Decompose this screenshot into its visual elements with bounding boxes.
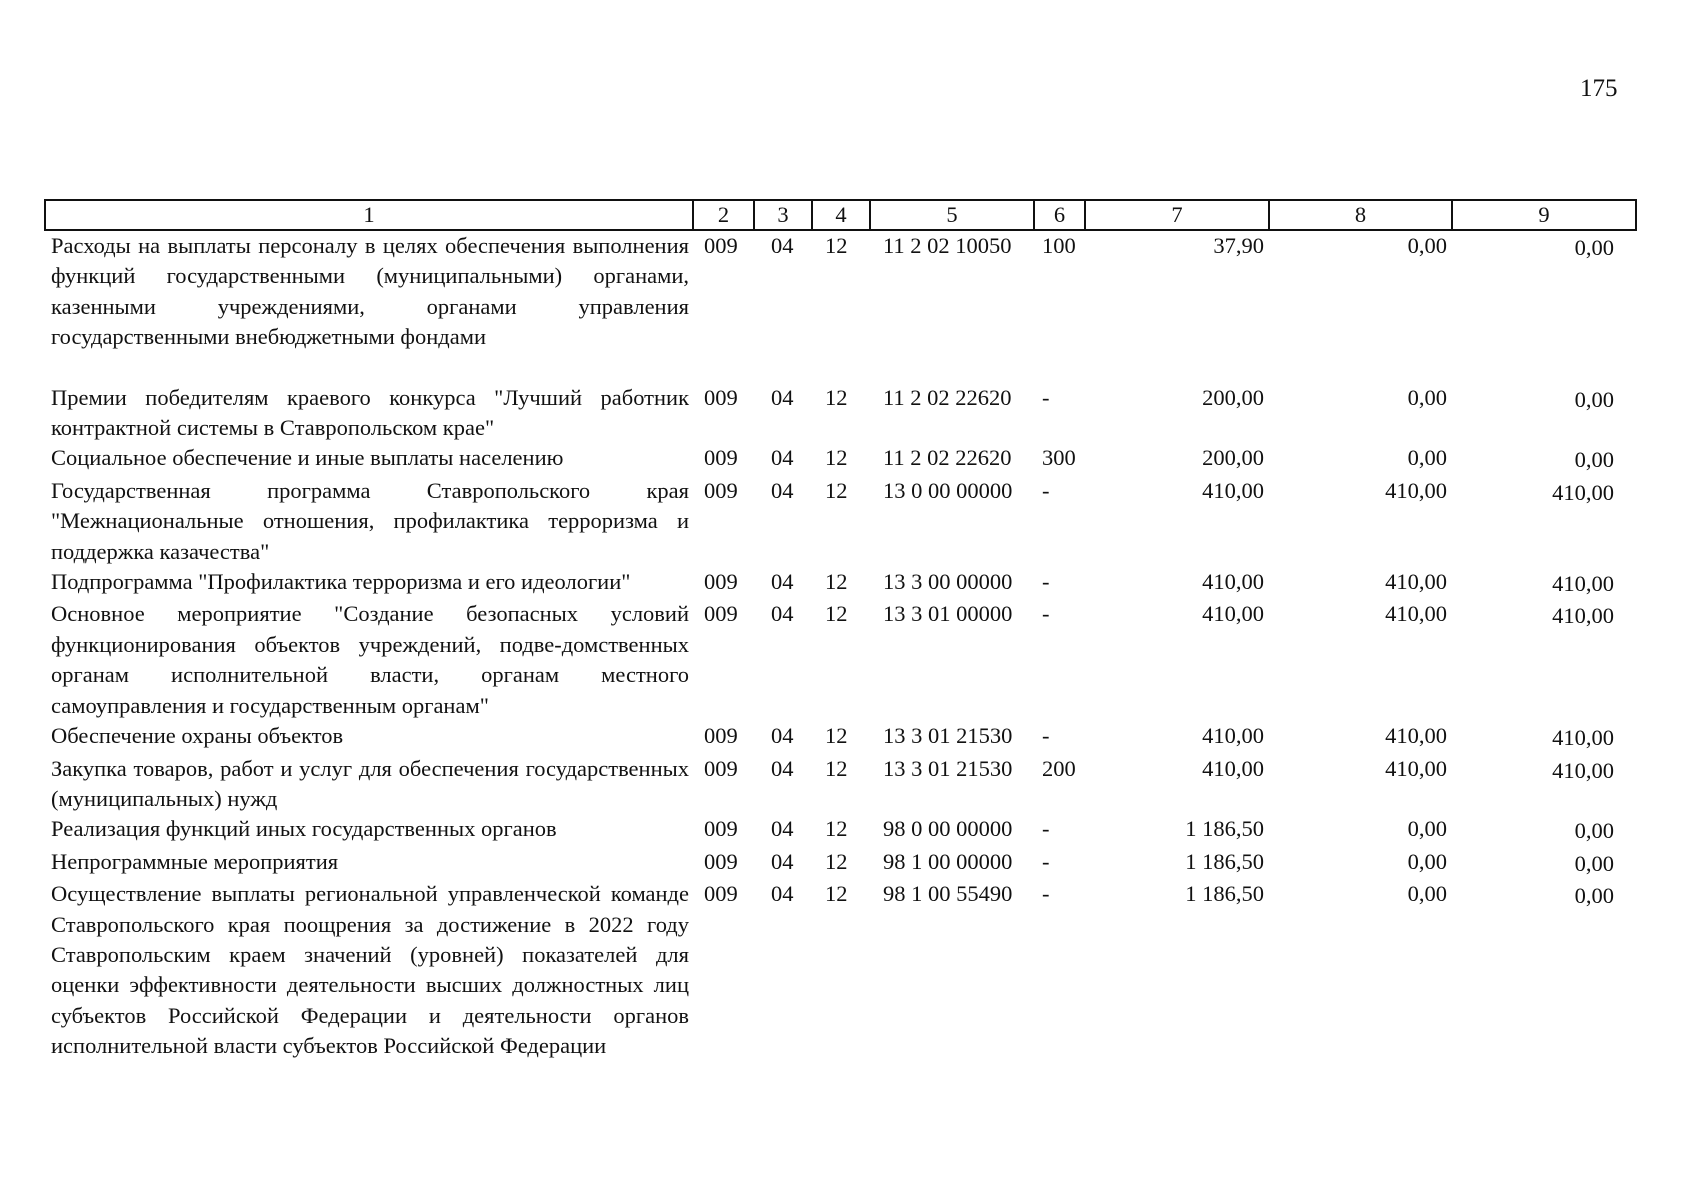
header-col-7: 7 xyxy=(1085,200,1269,230)
page-number: 175 xyxy=(1580,75,1618,102)
row-expense-type: - xyxy=(1042,477,1050,503)
row-subsection-code: 12 xyxy=(825,848,848,874)
row-target-article: 13 0 00 00000 xyxy=(883,477,1013,503)
header-col-8: 8 xyxy=(1269,200,1452,230)
row-target-article: 98 0 00 00000 xyxy=(883,816,1013,842)
header-col-9: 9 xyxy=(1452,200,1636,230)
row-amount-col8: 0,00 xyxy=(1407,816,1447,842)
table-row xyxy=(45,879,1636,1061)
row-target-article: 98 1 00 55490 xyxy=(883,881,1013,907)
row-amount-col9: 0,00 xyxy=(1574,235,1614,260)
row-amount-col7: 410,00 xyxy=(1202,477,1264,503)
row-subsection-code: 12 xyxy=(825,477,848,503)
row-amount-col8: 0,00 xyxy=(1407,881,1447,907)
row-subsection-code: 12 xyxy=(825,723,848,749)
row-amount-col7: 1 186,50 xyxy=(1185,848,1264,874)
row-expense-type: 200 xyxy=(1042,755,1076,781)
row-subsection-code: 12 xyxy=(825,755,848,781)
row-amount-col9: 410,00 xyxy=(1552,757,1614,783)
row-expense-type: - xyxy=(1042,881,1050,907)
row-expense-type: 300 xyxy=(1042,445,1076,471)
row-section-code: 04 xyxy=(771,755,794,781)
row-amount-col9: 410,00 xyxy=(1552,603,1614,629)
row-amount-col8: 410,00 xyxy=(1385,755,1447,781)
row-amount-col7: 410,00 xyxy=(1202,601,1264,627)
row-name: Подпрограмма "Профилактика терроризма и его идеологии" xyxy=(51,569,631,595)
row-section-code: 04 xyxy=(771,816,794,842)
row-expense-type: - xyxy=(1042,384,1050,410)
row-name: Расходы на выплаты персоналу в целях обеспечения выполнения функций государственными (муниципальными) органами, казенными учреждениями, органами управления государственными внебюджетными фондами xyxy=(51,233,689,350)
row-amount-col7: 410,00 xyxy=(1202,723,1264,749)
row-ministry-code: 009 xyxy=(704,384,738,410)
row-subsection-code: 12 xyxy=(825,816,848,842)
row-amount-col8: 410,00 xyxy=(1385,569,1447,595)
header-col-6: 6 xyxy=(1034,200,1085,230)
row-ministry-code: 009 xyxy=(704,755,738,781)
row-section-code: 04 xyxy=(771,881,794,907)
row-target-article: 13 3 01 21530 xyxy=(883,755,1013,781)
row-amount-col8: 0,00 xyxy=(1407,384,1447,410)
row-section-code: 04 xyxy=(771,445,794,471)
row-section-code: 04 xyxy=(771,601,794,627)
row-name: Осуществление выплаты региональной управленческой команде Ставропольского края поощрения за достижение в 2022 году Ставропольским краем значений (уровней) показателей для оценки эффективности деятельности высших должностных лиц субъектов Российской Федерации и деятельности органов исполнительной власти субъектов Российской Федерации xyxy=(51,881,689,1059)
row-expense-type: - xyxy=(1042,723,1050,749)
header-col-2: 2 xyxy=(693,200,754,230)
table-row xyxy=(45,476,1636,567)
row-target-article: 98 1 00 00000 xyxy=(883,848,1013,874)
row-amount-col7: 200,00 xyxy=(1202,384,1264,410)
row-name: Премии победителям краевого конкурса "Лучший работник контрактной системы в Ставропольском крае" xyxy=(51,384,689,441)
table-row xyxy=(45,754,1636,815)
row-name: Обеспечение охраны объектов xyxy=(51,723,344,749)
row-section-code: 04 xyxy=(771,233,794,258)
row-expense-type: - xyxy=(1042,569,1050,595)
row-subsection-code: 12 xyxy=(825,384,848,410)
row-ministry-code: 009 xyxy=(704,233,738,258)
row-name: Реализация функций иных государственных органов xyxy=(51,816,557,842)
row-subsection-code: 12 xyxy=(825,881,848,907)
row-amount-col9: 0,00 xyxy=(1574,850,1614,876)
row-amount-col7: 1 186,50 xyxy=(1185,816,1264,842)
row-ministry-code: 009 xyxy=(704,569,738,595)
row-target-article: 11 2 02 10050 xyxy=(883,233,1012,258)
budget-table xyxy=(44,199,1637,1062)
row-expense-type: 100 xyxy=(1042,233,1076,258)
row-amount-col7: 37,90 xyxy=(1213,233,1264,258)
table-row xyxy=(45,847,1636,879)
row-target-article: 13 3 01 21530 xyxy=(883,723,1013,749)
row-amount-col7: 1 186,50 xyxy=(1185,881,1264,907)
row-amount-col8: 410,00 xyxy=(1385,601,1447,627)
row-ministry-code: 009 xyxy=(704,881,738,907)
row-expense-type: - xyxy=(1042,848,1050,874)
row-amount-col9: 0,00 xyxy=(1574,883,1614,909)
row-amount-col9: 0,00 xyxy=(1574,447,1614,473)
row-ministry-code: 009 xyxy=(704,601,738,627)
row-amount-col9: 0,00 xyxy=(1574,818,1614,844)
row-subsection-code: 12 xyxy=(825,445,848,471)
row-spacer xyxy=(45,353,1636,383)
header-col-3: 3 xyxy=(754,200,812,230)
row-amount-col7: 410,00 xyxy=(1202,755,1264,781)
row-subsection-code: 12 xyxy=(825,569,848,595)
row-ministry-code: 009 xyxy=(704,445,738,471)
row-amount-col9: 0,00 xyxy=(1574,386,1614,412)
row-target-article: 11 2 02 22620 xyxy=(883,445,1012,471)
row-section-code: 04 xyxy=(771,723,794,749)
header-col-1: 1 xyxy=(45,200,693,230)
header-col-5: 5 xyxy=(870,200,1034,230)
row-section-code: 04 xyxy=(771,848,794,874)
row-section-code: 04 xyxy=(771,569,794,595)
row-amount-col7: 200,00 xyxy=(1202,445,1264,471)
row-ministry-code: 009 xyxy=(704,723,738,749)
row-ministry-code: 009 xyxy=(704,816,738,842)
row-amount-col9: 410,00 xyxy=(1552,479,1614,505)
row-target-article: 13 3 01 00000 xyxy=(883,601,1013,627)
row-subsection-code: 12 xyxy=(825,233,848,258)
row-expense-type: - xyxy=(1042,601,1050,627)
row-amount-col8: 410,00 xyxy=(1385,477,1447,503)
row-section-code: 04 xyxy=(771,477,794,503)
row-target-article: 13 3 00 00000 xyxy=(883,569,1013,595)
row-amount-col9: 410,00 xyxy=(1552,571,1614,597)
row-name: Непрограммные мероприятия xyxy=(51,848,339,874)
table-header-row xyxy=(45,200,1636,230)
table-row xyxy=(45,383,1636,444)
table-row xyxy=(45,443,1636,475)
row-name: Государственная программа Ставропольского края "Межнациональные отношения, профилактика терроризма и поддержка казачества" xyxy=(51,477,689,564)
row-amount-col9: 410,00 xyxy=(1552,725,1614,751)
row-subsection-code: 12 xyxy=(825,601,848,627)
row-amount-col7: 410,00 xyxy=(1202,569,1264,595)
row-amount-col8: 0,00 xyxy=(1407,233,1447,258)
row-amount-col8: 0,00 xyxy=(1407,848,1447,874)
row-ministry-code: 009 xyxy=(704,848,738,874)
row-name: Основное мероприятие "Создание безопасных условий функционирования объектов учреждений, подве-домственных органам исполнительной власти, органам местного самоуправления и государственным органам" xyxy=(51,601,689,718)
row-amount-col8: 410,00 xyxy=(1385,723,1447,749)
row-section-code: 04 xyxy=(771,384,794,410)
row-expense-type: - xyxy=(1042,816,1050,842)
table-row xyxy=(45,721,1636,753)
table-row xyxy=(45,814,1636,846)
header-col-4: 4 xyxy=(812,200,870,230)
row-amount-col8: 0,00 xyxy=(1407,445,1447,471)
row-target-article: 11 2 02 22620 xyxy=(883,384,1012,410)
table-row xyxy=(45,567,1636,599)
table-row xyxy=(45,230,1636,353)
row-ministry-code: 009 xyxy=(704,477,738,503)
row-name: Социальное обеспечение и иные выплаты населению xyxy=(51,445,564,471)
table-row xyxy=(45,599,1636,721)
row-name: Закупка товаров, работ и услуг для обеспечения государственных (муниципальных) нужд xyxy=(51,755,689,811)
